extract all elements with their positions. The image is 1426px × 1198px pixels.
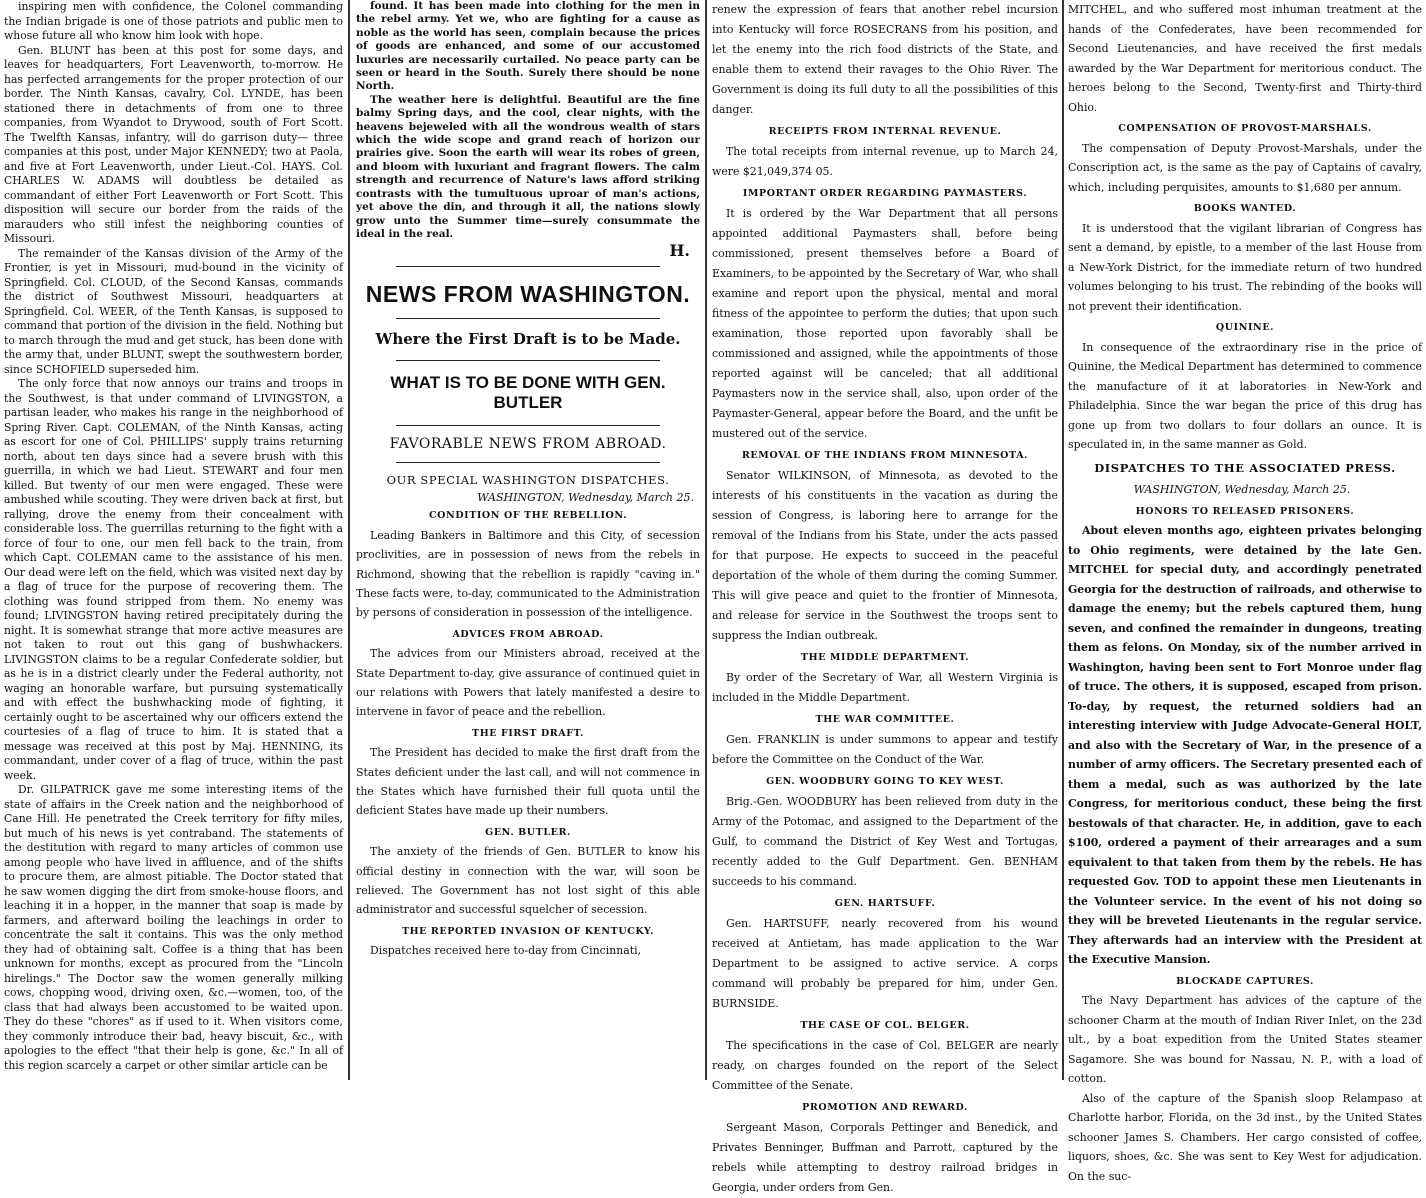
section-heading: THE REPORTED INVASION OF KENTUCKY. [401,925,655,937]
section-heading: BLOCKADE CAPTURES. [1176,975,1314,987]
section-heading: IMPORTANT ORDER REGARDING PAYMASTERS. [742,188,1028,199]
section-heading: QUININE. [1215,322,1275,333]
paragraph: The total receipts from internal revenue, up to March 24, were $21,049,374 05. [712,145,1058,178]
divider [396,425,660,426]
dateline: WASHINGTON, Wednesday, March 25. [1133,483,1351,496]
subhead: OUR SPECIAL WASHINGTON DISPATCHES. [386,473,670,488]
paragraph: Dispatches received here to-day from Cincinnati, [370,944,642,958]
paragraph: Gen. HARTSUFF, nearly recovered from his wound received at Antietam, has made application to the War Department to be assigned to active service. A corps command will probably be prepared for him, under Gen. BURNSIDE. [712,917,1058,1010]
column-1 [4,0,343,1080]
paragraph: Gen. BLUNT has been at this post for some days, and leaves for headquarters, Fort Leavenworth, to-morrow. He has perfected arrangements for the proper protection of our border. The Ninth Kansas, cavalry, Col. LYNDE, has been stationed there in detachments of from one to three companies, from Wyandot to Drywood, south of Fort Scott. The Twelfth Kansas, infantry, will do garrison duty— three companies at this post, under Major KENNEDY; two at Paola, and five at Fort Leavenworth, under Lieut.-Col. HAYS. Col. CHARLES W. ADAMS will doubtless be detailed as commandant of either Fort Leavenworth or Fort Scott. This disposition will secure our border from the raids of the marauders who still infest the neighboring counties of Missouri. [4,43,343,245]
paragraph: The specifications in the case of Col. BELGER are nearly ready, on charges founded on the report of the Select Committee of the Senate. [712,1039,1058,1092]
paragraph: The compensation of Deputy Provost-Marshals, under the Conscription act, is the same as the pay of Captains of cavalry, which, including perquisites, amounts to $1,680 per annum. [1068,141,1422,194]
paragraph: inspiring men with confidence, the Colonel commanding the Indian brigade is one of those patriots and public men to whose future all who know him look with hope. [4,0,343,42]
paragraph: In consequence of the extraordinary rise in the price of Quinine, the Medical Department has determined to commence the manufacture of it at laboratories in New-York and Philadelphia. Since the war began the price of this drug has gone up from two dollars to four dollars an ounce. It is speculated in, in the same manner as Gold. [1068,340,1422,451]
section-heading: THE CASE OF COL. BELGER. [800,1020,970,1031]
paragraph: The remainder of the Kansas division of the Army of the Frontier, is yet in Missouri, mud-bound in the vicinity of Springfield. Col. CLOUD, of the Second Kansas, commands the district of Southwest Missouri, headquarters at Springfield. Col. WEER, of the Tenth Kansas, is supposed to command that portion of the division in the field. Nothing but to march through the mud and get stuck, has been done with the army that, under BLUNT, swept the southwestern border, since SCHOFIELD superseded him. [4,246,343,376]
headline-deck: Where the First Draft is to be Made. [375,330,681,349]
paragraph: Brig.-Gen. WOODBURY has been relieved from duty in the Army of the Potomac, and assigned to the Department of the Gulf, to command the District of Key West and Tortugas, recently added to the Gulf Department. Gen. BENHAM succeeds to his command. [712,795,1058,888]
headline-deck: WHAT IS TO BE DONE WITH GEN. BUTLER [390,373,666,413]
section-heading: GEN. HARTSUFF. [834,898,936,909]
column-rule [348,0,350,1080]
divider [396,462,660,463]
dateline: WASHINGTON, Wednesday, March 25. [477,491,694,505]
paragraph: Dr. GILPATRICK gave me some interesting items of the state of affairs in the Creek nation and the neighborhood of Cane Hill. He penetrated the Creek territory for fifty miles, but much of his news is yet contraband. The statements of the destitution with regard to many articles of common use among people who have lived in affluence, and of the shifts to procure them, are almost pitiable. The Doctor stated that he saw women digging the dirt from smoke-house floors, and leaching it in a hopper, in the manner that soap is made by farmers, and afterward boiling the leachings in order to concentrate the salt it contains. This was the only method they had of obtaining salt. Coffee is a thing that has been unknown for months, except as procured from the "Lincoln hirelings." The Doctor saw the women generally milking cows, chopping wood, driving oxen, &c.—women, too, of the class that had always been accustomed to be waited upon. They do these "chores" as if used to it. When visitors come, they commonly introduce their bad, heavy biscuit, &c., with apologies to the effect "that their help is gone, &c." In all of this region scarcely a carpet or other similar article can be [4,783,343,1072]
section-heading: THE WAR COMMITTEE. [815,714,955,725]
section-heading: THE FIRST DRAFT. [472,727,584,739]
paragraph: MITCHEL, and who suffered most inhuman treatment at the hands of the Confederates, have been recommended for Second Lieutenancies, and have received the first medals awarded by the War Department for meritorious conduct. The heroes belong to the Second, Twenty-first and Thirty-third Ohio. [1068,3,1422,114]
paragraph: The advices from our Ministers abroad, received at the State Department to-day, give assurance of continued quiet in our relations with Powers that lately manifested a desire to intervene in favor of peace and the rebellion. [356,647,700,719]
paragraph: Gen. FRANKLIN is under summons to appear and testify before the Committee on the Conduct of the War. [712,733,1058,766]
paragraph: The only force that now annoys our trains and troops in the Southwest, is that under command of LIVINGSTON, a partisan leader, who makes his range in the neighborhood of Spring River. Capt. COLEMAN, of the Ninth Kansas, acting as escort for one of Col. PHILLIPS' supply trains returning north, about ten days since had a severe brush with this guerrilla, in which we had Lieut. STEWART and four men killed. But twenty of our men were engaged. These were ambushed while scouting. They were driven back at first, but rallying, drove the enemy from their concealment with considerable loss. The guerrillas returning to the fight with a force of four to one, our men fell back to the train, from which Capt. COLEMAN came to the assistance of his men. Our dead were left on the field, which was visited next day by a flag of truce for the purpose of recovering them. The clothing was found stripped from them. No enemy was found; LIVINGSTON having retired precipitately during the night. It is somewhat strange that more active measures are not taken to rout out this gang of bushwhackers. LIVINGSTON claims to be a regular Confederate soldier, but as he is in a district clearly under the Federal authority, not waging an honorable warfare, but pursuing systematically and with effect the bushwhacking mode of fighting, it certainly ought to be ascertained why our officers extend the courtesies of a flag of truce to him. It is stated that a message was received at this post by Maj. HENNING, its commandant, under cover of a flag of truce, within the past week. [4,377,343,782]
masthead: NEWS FROM WASHINGTON. [365,281,691,308]
paragraph: It is ordered by the War Department that all persons appointed additional Paymasters shall, before being commissioned, present themselves before a Board of Examiners, to be appointed by the Secretary of War, who shall examine and report upon the physical, mental and moral fitness of the appointee to perform the duties; that upon such examination, those reported upon favorably shall be commissioned and assigned, while the appointments of those reported against will be canceled; that all additional Paymasters now in the service shall, also, upon order of the Paymaster-General, appear before the Board, and the unfit be mustered out of the service. [712,207,1058,440]
section-heading: BOOKS WANTED. [1193,203,1297,214]
section-heading: REMOVAL OF THE INDIANS FROM MINNESOTA. [741,450,1029,461]
paragraph: About eleven months ago, eighteen privates belonging to Ohio regiments, were detained by the late Gen. MITCHEL for special duty, and accordingly penetrated Georgia for the destruction of railroads, and otherwise to damage the enemy; but the rebels captured them, hung seven, and confined the remainder in dungeons, treating them as felons. On Monday, six of the number arrived in Washington, having been sent to Fort Monroe under flag of truce. The others, it is supposed, escaped from prison. To-day, by request, the returned soldiers had an interesting interview with Judge Advocate-General HOLT, and also with the Secretary of War, in the presence of a number of army officers. The Secretary presented each of them a medal, such as was authorized by the late Congress, for meritorious conduct, these being the first bestowals of that character. He, in addition, gave to each $100, ordered a payment of their arrearages and a sum equivalent to that taken from them by the rebels. He has requested Gov. TOD to appoint these men Lieutenants in the Volunteer service. In the event of his not doing so they will be breveted Lieutenants in the regular service. They afterwards had an interview with the President at the Executive Mansion. [1068,524,1422,966]
column-3 [712,0,1058,1194]
paragraph: Sergeant Mason, Corporals Pettinger and Benedick, and Privates Benninger, Buffman and Parrott, captured by the rebels while attempting to destroy railroad bridges in Georgia, under orders from Gen. [712,1121,1058,1194]
paragraph: The President has decided to make the first draft from the States deficient under the last call, and will not commence in the States which have furnished their full quota until the deficient States have made up their numbers. [356,746,700,818]
signature: H. [669,241,690,261]
section-heading: GEN. BUTLER. [485,826,571,838]
section-heading: GEN. WOODBURY GOING TO KEY WEST. [766,776,1004,787]
paragraph: Also of the capture of the Spanish sloop Relampaso at Charlotte harbor, Florida, on the 3d inst., by the United States schooner James S. Chambers. Her cargo consisted of coffee, liquors, shoes, &c. She was sent to Key West for adjudication. On the suc- [1068,1091,1422,1183]
column-rule [705,0,707,1080]
section-heading: COMPENSATION OF PROVOST-MARSHALS. [1118,123,1372,134]
divider [396,266,660,267]
paragraph: found. It has been made into clothing for the men in the rebel army. Yet we, who are fighting for a cause as noble as the world has seen, complain because the prices of goods are enhanced, and some of our accustomed luxuries are necessarily curtailed. No peace party can be seen or heard in the South. Surely there should be none North. [356,0,700,93]
section-heading: ADVICES FROM ABROAD. [452,628,604,640]
section-heading: RECEIPTS FROM INTERNAL REVENUE. [768,126,1002,137]
paragraph: It is understood that the vigilant librarian of Congress has sent a demand, by epistle, to a member of the last House from a New-York District, for the immediate return of two hundred volumes belonging to his trust. The rebinding of the books will not prevent their identification. [1068,221,1422,313]
section-heading: HONORS TO RELEASED PRISONERS. [1135,505,1355,517]
divider [396,360,660,361]
section-heading: THE MIDDLE DEPARTMENT. [800,652,970,663]
paragraph: renew the expression of fears that another rebel incursion into Kentucky will force ROSECRANS from his position, and let the enemy into the rich food districts of the State, and enable them to extend their ravages to the Ohio River. The Government is doing its full duty to all the possibilities of this danger. [712,3,1058,116]
divider [396,318,660,319]
paragraph: Senator WILKINSON, of Minnesota, as devoted to the interests of his constituents in the vacation as during the session of Congress, is laboring here to arrange for the removal of the Indians from his State, under the acts passed for that purpose. He expects to succeed in the peaceful deportation of the whole of them during the coming Summer. This will give peace and quiet to the frontier of Minnesota, and release for service in the Southwest the troops sent to suppress the Indian outbreak. [712,469,1058,642]
section-heading: CONDITION OF THE REBELLION. [429,510,627,522]
column-4 [1068,0,1422,1183]
paragraph: The Navy Department has advices of the capture of the schooner Charm at the mouth of Indian River Inlet, on the 23d ult., by a boat expedition from the United States steamer Sagamore. She was bound for Nassau, N. P., with a load of cotton. [1068,994,1422,1085]
paragraph: The weather here is delightful. Beautiful are the fine balmy Spring days, and the cool, clear nights, with the heavens bejeweled with all the wondrous wealth of stars which the wide scope and grand reach of horizon our prairies give. Soon the earth will wear its robes of green, and bloom with luxuriant and fragrant flowers. The calm strength and recurrence of Nature's laws afford striking contrasts with the tumultuous uproar of man's actions, yet above the din, and through it all, the nations slowly grow unto the Summer time—surely consummate the ideal in the real. [356,93,700,240]
section-heading: PROMOTION AND REWARD. [802,1102,968,1113]
section-heading: DISPATCHES TO THE ASSOCIATED PRESS. [1094,460,1396,475]
headline-deck: FAVORABLE NEWS FROM ABROAD. [389,436,667,453]
paragraph: Leading Bankers in Baltimore and this City, of secession proclivities, are in possession of news from the rebels in Richmond, showing that the rebellion is rapidly "caving in." These facts were, to-day, communicated to the Administration by persons of consideration in possession of the intelligence. [356,528,700,620]
paragraph: The anxiety of the friends of Gen. BUTLER to know his official destiny in connection with the war, will soon be relieved. The Government has not lost sight of this able administrator and successful squelcher of secession. [356,845,700,917]
column-2 [356,0,700,1080]
paragraph: By order of the Secretary of War, all Western Virginia is included in the Middle Department. [712,671,1058,704]
column-rule [1062,0,1064,1080]
